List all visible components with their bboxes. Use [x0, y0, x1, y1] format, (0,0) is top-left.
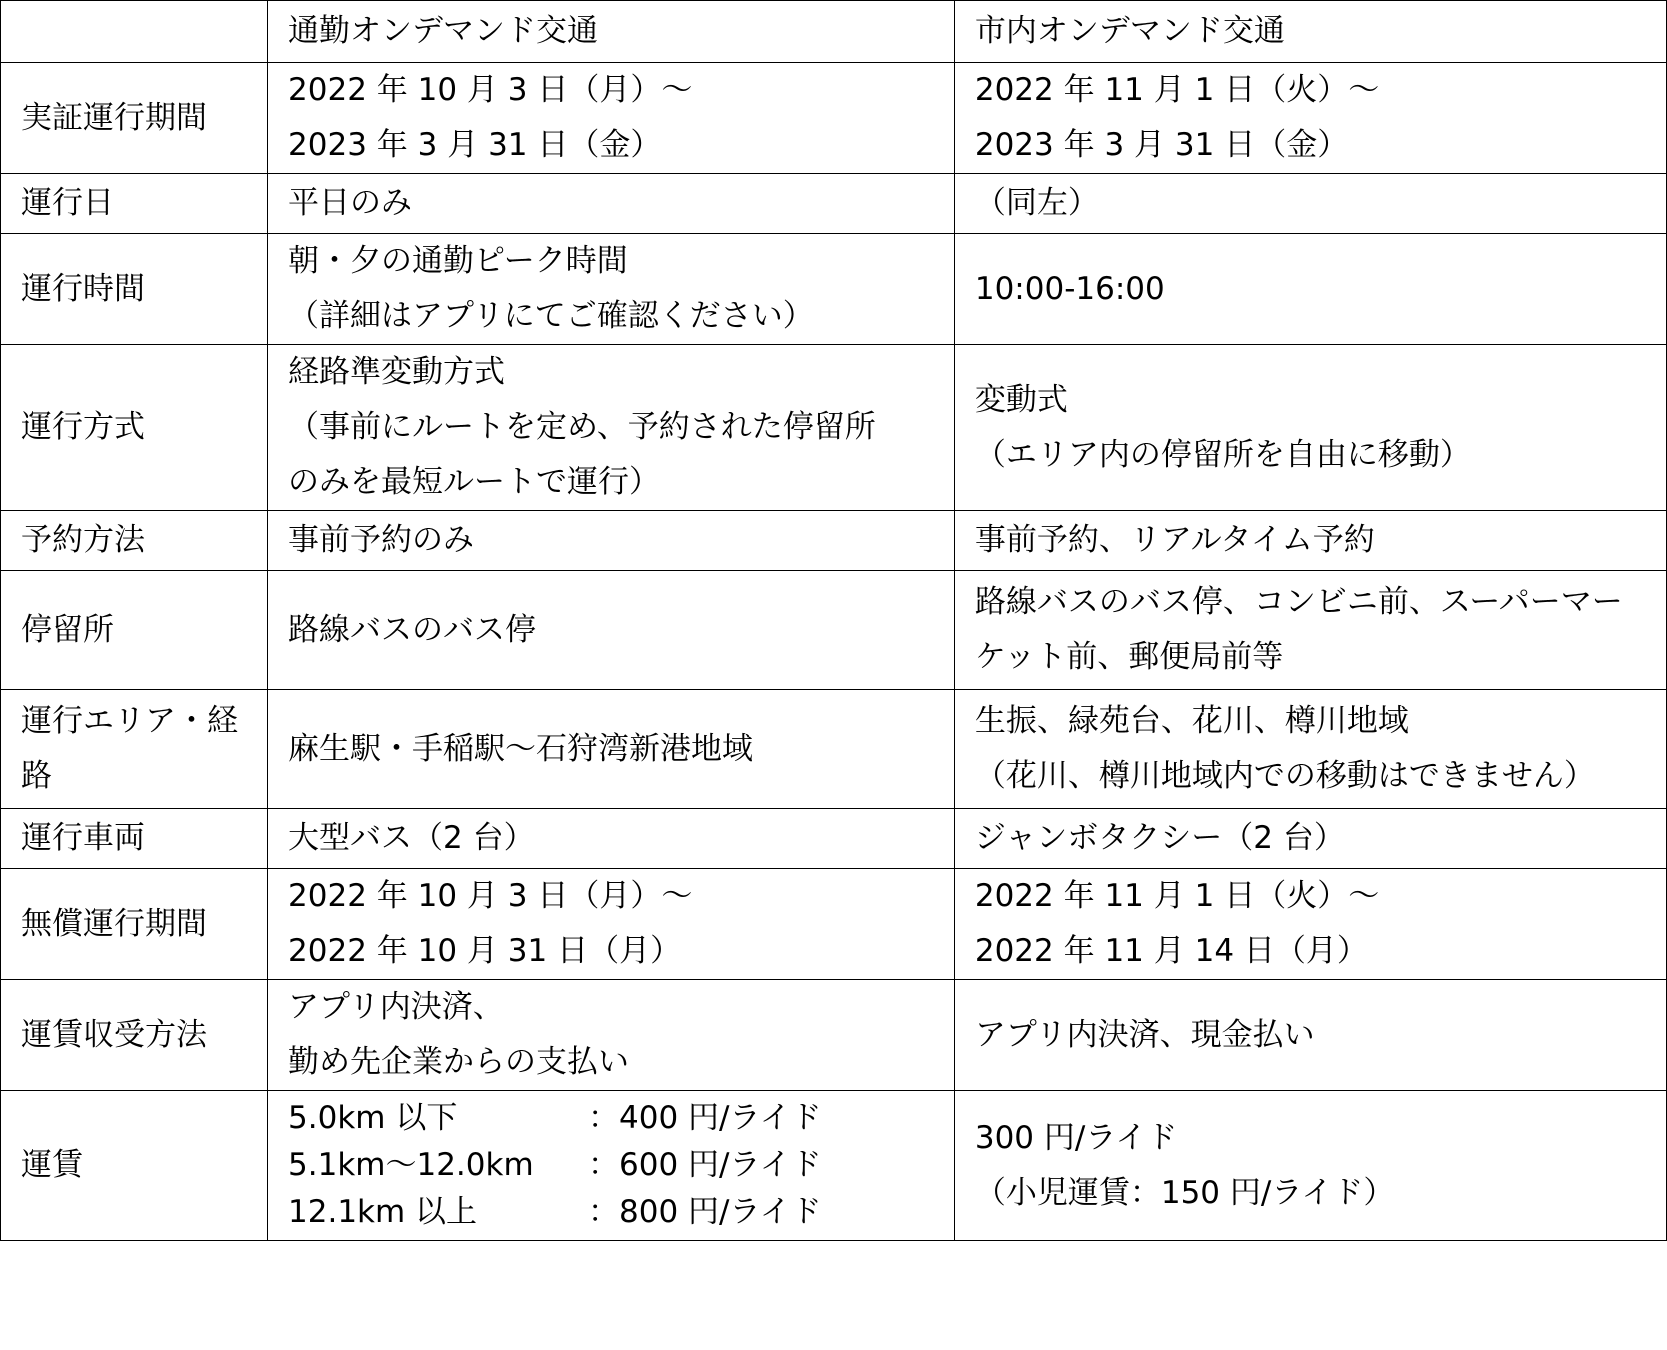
table-row-vehicles [1, 809, 1667, 869]
cell-city [954, 234, 1666, 345]
cell-line: 2022 年 10 月 3 日（月）～ [288, 878, 693, 914]
table-row-trial-period [1, 63, 1667, 174]
row-label: 運行方式 [1, 345, 268, 511]
cell-commute [268, 809, 955, 869]
cell-city [954, 63, 1666, 174]
cell-line: ジャンボタクシー（2 台） [974, 820, 1345, 856]
table-row-fare-collection [1, 980, 1667, 1091]
header-city-on-demand: 市内オンデマンド交通 [954, 1, 1666, 63]
fare-price: ：800 円/ライド [588, 1194, 822, 1230]
cell-line: （詳細はアプリにてご確認ください） [288, 298, 814, 334]
cell-commute [268, 345, 955, 511]
row-label: 運行車両 [1, 809, 268, 869]
fare-distance: 5.0km 以下 [288, 1100, 458, 1136]
table-row-free-period [1, 869, 1667, 980]
table-row-stops [1, 571, 1667, 690]
fare-price: ：600 円/ライド [588, 1147, 822, 1183]
cell-line: 2022 年 10 月 31 日（月） [288, 933, 682, 969]
cell-commute [268, 234, 955, 345]
cell-city [954, 809, 1666, 869]
cell-line: 勤め先企業からの支払い [288, 1044, 630, 1080]
table-row-operation-hours [1, 234, 1667, 345]
cell-line: 平日のみ [288, 185, 413, 221]
fare-tier [288, 1095, 954, 1142]
cell-line: （花川、樽川地域内での移動はできません） [974, 758, 1595, 794]
table-row-reservation-method [1, 511, 1667, 571]
cell-commute [268, 511, 955, 571]
cell-line: 経路準変動方式 [288, 354, 506, 390]
cell-line: 変動式 [974, 381, 1068, 418]
row-label-line: 運行エリア・経 [21, 703, 238, 739]
fare-tier [288, 1189, 954, 1236]
row-label: 停留所 [1, 571, 268, 690]
cell-line: 事前予約、リアルタイム予約 [974, 522, 1375, 558]
cell-city [954, 869, 1666, 980]
cell-line: のみを最短ルートで運行） [288, 464, 661, 500]
table-row-operation-area [1, 690, 1667, 809]
cell-city [954, 690, 1666, 809]
row-label: 運賃 [1, 1091, 268, 1241]
cell-city [954, 1091, 1666, 1241]
cell-line: 2022 年 11 月 1 日（火）～ [974, 878, 1380, 914]
table-row-operation-days [1, 174, 1667, 234]
cell-commute [268, 980, 955, 1091]
cell-line: 事前予約のみ [288, 522, 475, 558]
header-empty-cell [1, 1, 268, 63]
cell-commute-fares [268, 1091, 955, 1241]
cell-line: 2023 年 3 月 31 日（金） [288, 127, 662, 163]
cell-commute [268, 63, 955, 174]
header-commute-on-demand: 通勤オンデマンド交通 [268, 1, 955, 63]
cell-line: アプリ内決済、 [288, 989, 504, 1025]
cell-line: 300 円/ライド [974, 1119, 1178, 1156]
row-label [1, 690, 268, 809]
cell-line: （同左） [974, 185, 1099, 221]
row-label: 運行日 [1, 174, 268, 234]
row-label: 運賃収受方法 [1, 980, 268, 1091]
fare-distance: 5.1km～12.0km [288, 1147, 534, 1183]
cell-line: 2022 年 10 月 3 日（月）～ [288, 72, 693, 108]
cell-line: 2022 年 11 月 14 日（月） [974, 933, 1368, 969]
cell-line: （事前にルートを定め、予約された停留所 [288, 409, 876, 445]
cell-line: （小児運賃：150 円/ライド） [974, 1174, 1395, 1211]
cell-commute [268, 571, 955, 690]
cell-city [954, 345, 1666, 511]
cell-commute [268, 690, 955, 809]
cell-line: 生振、緑苑台、花川、樽川地域 [974, 703, 1409, 739]
cell-line: 朝・夕の通勤ピーク時間 [288, 243, 628, 279]
cell-line: 2023 年 3 月 31 日（金） [974, 127, 1349, 163]
cell-line: 10:00-16:00 [974, 270, 1165, 307]
row-label: 運行時間 [1, 234, 268, 345]
cell-line: 麻生駅・手稲駅～石狩湾新港地域 [288, 730, 754, 767]
cell-commute [268, 869, 955, 980]
row-label: 無償運行期間 [1, 869, 268, 980]
table-row-fare [1, 1091, 1667, 1241]
table-row-operation-method [1, 345, 1667, 511]
fare-price: ：400 円/ライド [588, 1100, 822, 1136]
fare-distance: 12.1km 以上 [288, 1194, 478, 1230]
cell-line: アプリ内決済、現金払い [974, 1016, 1315, 1053]
cell-line: 大型バス（2 台） [288, 820, 535, 856]
cell-line: 路線バスのバス停 [288, 611, 537, 648]
cell-line: 2022 年 11 月 1 日（火）～ [974, 72, 1380, 108]
row-label: 予約方法 [1, 511, 268, 571]
cell-city [954, 980, 1666, 1091]
row-label-line: 路 [21, 758, 52, 794]
cell-city [954, 174, 1666, 234]
table-header-row [1, 1, 1667, 63]
cell-line: ケット前、郵便局前等 [974, 639, 1284, 675]
cell-line: 路線バスのバス停、コンビニ前、スーパーマー [974, 584, 1623, 620]
fare-tier [288, 1142, 954, 1189]
cell-city [954, 511, 1666, 571]
cell-line: （エリア内の停留所を自由に移動） [974, 436, 1471, 473]
cell-city [954, 571, 1666, 690]
row-label: 実証運行期間 [1, 63, 268, 174]
cell-commute [268, 174, 955, 234]
